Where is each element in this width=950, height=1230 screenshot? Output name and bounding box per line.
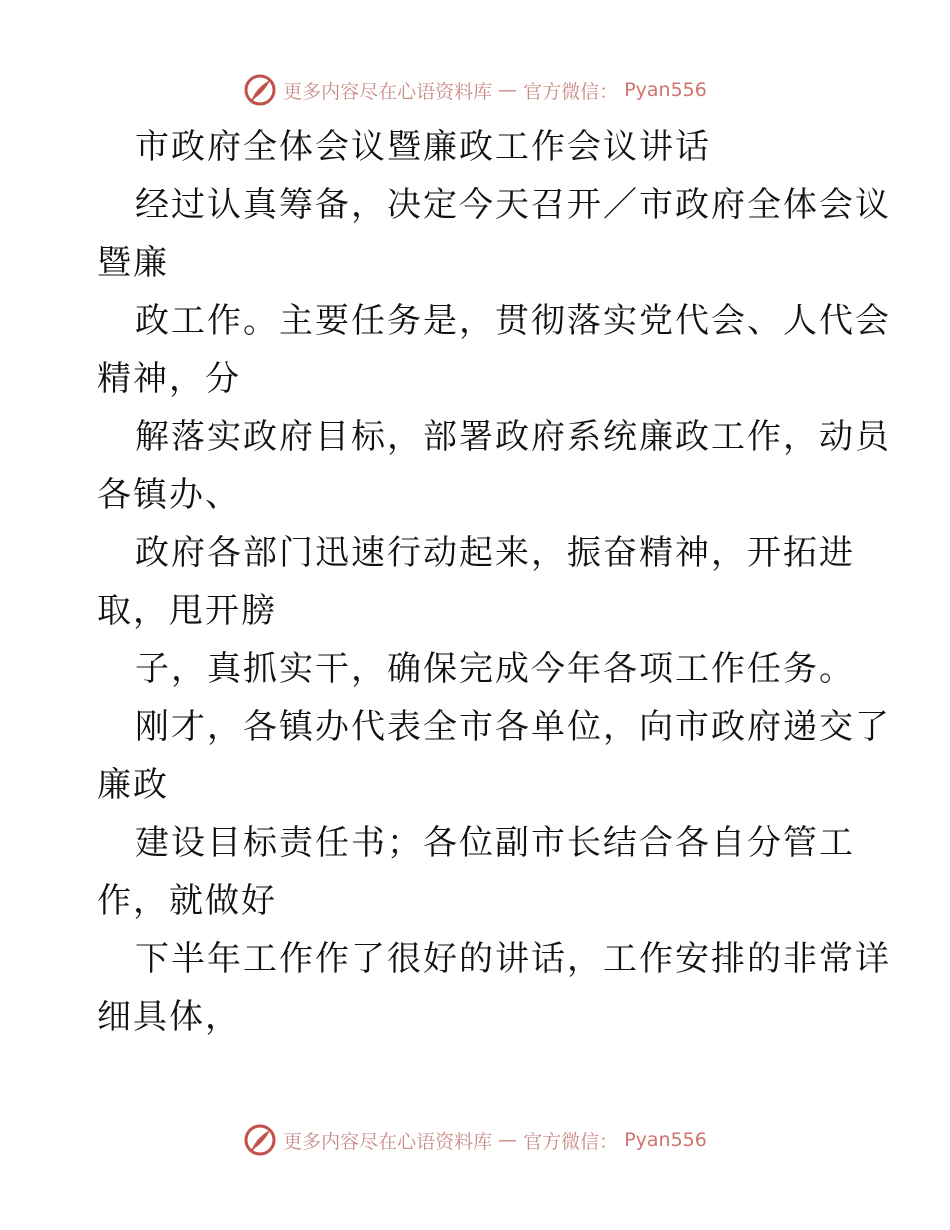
document-body <box>97 118 891 1046</box>
text-line: 下半年工作作了很好的讲话，工作安排的非常详 <box>135 939 891 979</box>
text-line: 刚才，各镇办代表全市各单位，向市政府递交了 <box>135 707 891 747</box>
banner-separator: — <box>498 79 518 101</box>
banner-wechat-label: 官方微信： <box>523 1130 619 1153</box>
feather-quill-logo-icon <box>243 73 277 107</box>
banner-brand-text: 更多内容尽在心语资料库 <box>283 80 493 103</box>
footer-banner <box>0 1120 950 1160</box>
document-title: 市政府全体会议暨廉政工作会议讲话 <box>135 127 711 167</box>
banner-separator: — <box>498 1129 518 1151</box>
banner-wechat-id: Pyan556 <box>624 1129 707 1151</box>
text-line: 政府各部门迅速行动起来，振奋精神，开拓进 <box>135 533 855 573</box>
text-line: 政工作。主要任务是，贯彻落实党代会、人代会 <box>135 301 891 341</box>
text-line: 建设目标责任书；各位副市长结合各自分管工 <box>135 823 855 863</box>
banner-wechat-id: Pyan556 <box>624 79 707 101</box>
text-line: 各镇办、 <box>97 475 241 515</box>
banner-brand-text: 更多内容尽在心语资料库 <box>283 1130 493 1153</box>
text-line: 子，真抓实干，确保完成今年各项工作任务。 <box>135 649 855 689</box>
text-line: 取，甩开膀 <box>97 591 277 631</box>
text-line: 廉政 <box>97 765 169 805</box>
text-line: 暨廉 <box>97 243 169 283</box>
text-line: 解落实政府目标，部署政府系统廉政工作，动员 <box>135 417 891 457</box>
text-line: 细具体， <box>97 997 241 1037</box>
feather-quill-logo-icon <box>243 1123 277 1157</box>
banner-wechat-label: 官方微信： <box>523 80 619 103</box>
text-line: 经过认真筹备，决定今天召开／市政府全体会议 <box>135 185 891 225</box>
text-line: 精神，分 <box>97 359 241 399</box>
text-line: 作，就做好 <box>97 881 277 921</box>
header-banner <box>0 70 950 110</box>
